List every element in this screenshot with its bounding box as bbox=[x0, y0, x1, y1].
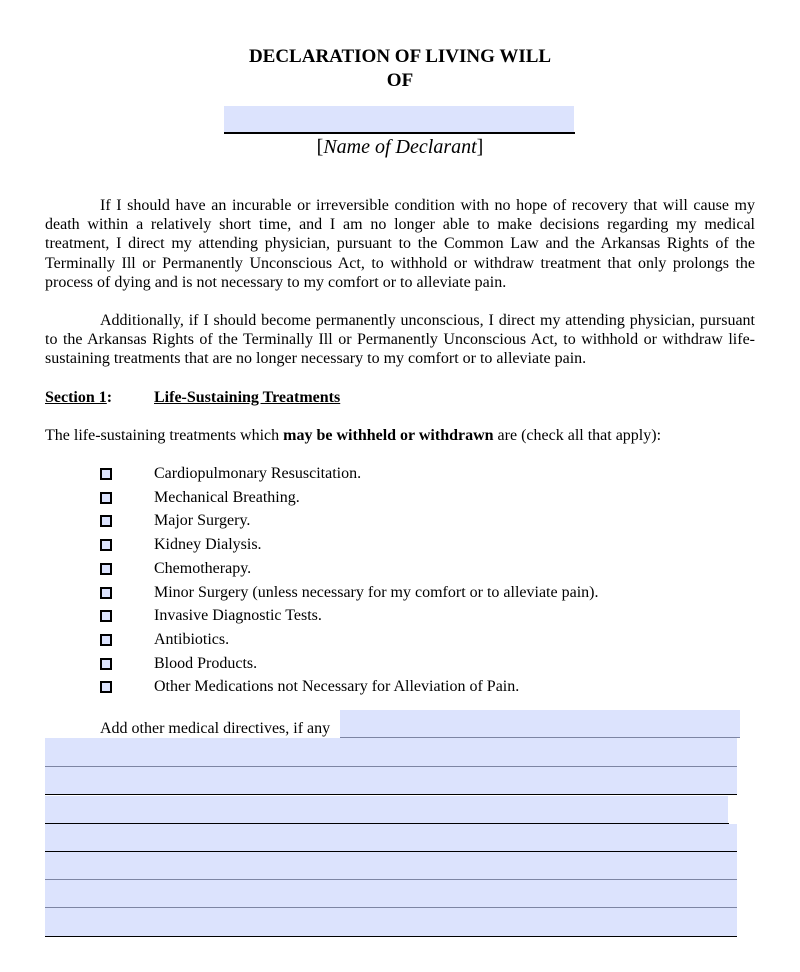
treatment-checkbox[interactable] bbox=[100, 587, 112, 599]
treatment-checkbox[interactable] bbox=[100, 539, 112, 551]
directive-input-line[interactable] bbox=[45, 908, 737, 936]
intro-text-end: are (check all that apply): bbox=[493, 427, 662, 444]
treatment-label: Major Surgery. bbox=[154, 512, 251, 529]
treatment-checkbox[interactable] bbox=[100, 563, 112, 575]
section-1-intro bbox=[45, 426, 661, 446]
treatment-checkbox[interactable] bbox=[100, 634, 112, 646]
intro-text: The life-sustaining treatments which bbox=[45, 427, 284, 444]
section-1-colon: : bbox=[106, 389, 113, 406]
treatment-checkbox[interactable] bbox=[100, 515, 112, 527]
directive-input-line[interactable] bbox=[45, 880, 737, 907]
directive-input-line[interactable] bbox=[45, 767, 737, 794]
directive-input-line[interactable] bbox=[45, 852, 737, 879]
treatment-label: Chemotherapy. bbox=[154, 560, 252, 577]
treatment-label: Cardiopulmonary Resuscitation. bbox=[154, 465, 362, 482]
declarant-name-caption: [Name of Declarant] bbox=[316, 136, 484, 158]
directive-input-line[interactable] bbox=[45, 738, 737, 766]
declarant-name-caption-text: Name of Declarant bbox=[323, 136, 477, 158]
treatment-label: Other Medications not Necessary for Alleviation of Pain. bbox=[154, 678, 520, 695]
treatment-label: Mechanical Breathing. bbox=[154, 489, 300, 506]
paragraph-terminal-condition bbox=[45, 196, 755, 292]
treatment-label: Minor Surgery (unless necessary for my comfort or to alleviate pain). bbox=[154, 584, 599, 601]
intro-bold-text: may be withheld or withdrawn bbox=[283, 427, 494, 444]
declarant-name-input[interactable] bbox=[224, 106, 574, 132]
treatment-checkbox[interactable] bbox=[100, 610, 112, 622]
directive-input-line[interactable] bbox=[45, 796, 728, 823]
directive-input-line[interactable] bbox=[45, 824, 737, 851]
declarant-name-underline bbox=[224, 132, 575, 134]
directive-input-line[interactable] bbox=[340, 710, 740, 737]
section-1-heading bbox=[45, 388, 112, 408]
treatment-label: Antibiotics. bbox=[154, 631, 230, 648]
treatment-label: Invasive Diagnostic Tests. bbox=[154, 607, 322, 624]
section-1-label: Section 1 bbox=[45, 389, 107, 406]
treatment-checkbox[interactable] bbox=[100, 492, 112, 504]
treatment-checkbox[interactable] bbox=[100, 468, 112, 480]
document-title-of: OF bbox=[386, 70, 414, 91]
treatment-checkbox[interactable] bbox=[100, 681, 112, 693]
document-title: DECLARATION OF LIVING WILL bbox=[248, 46, 552, 67]
paragraph-text: Additionally, if I should become permanently unconscious, I direct my attending physician, pursuant to the Arkansas Rights of the Terminally Ill or Permanently Unconscious Act, to withhold or withdraw life-sustaining treatments that are no longer necessary to my comfort or to alleviate pain. bbox=[45, 312, 755, 368]
section-1-title: Life-Sustaining Treatments bbox=[154, 389, 341, 406]
treatment-label: Blood Products. bbox=[154, 655, 258, 672]
paragraph-permanently-unconscious bbox=[45, 311, 755, 369]
treatment-label: Kidney Dialysis. bbox=[154, 536, 262, 553]
paragraph-text: If I should have an incurable or irreversible condition with no hope of recovery that will cause my death within a relatively short time, and I am no longer able to make decisions regarding my medical treatment, I direct my attending physician, pursuant to the Common Law and the Arkansas Rights of the Terminally Ill or Permanently Unconscious Act, to withhold or withdraw treatment that only prolongs the process of dying and is not necessary to my comfort or to alleviate pain. bbox=[45, 197, 755, 291]
treatment-checkbox[interactable] bbox=[100, 658, 112, 670]
directive-underline bbox=[45, 794, 737, 795]
directive-underline bbox=[45, 936, 737, 937]
directives-label: Add other medical directives, if any bbox=[100, 720, 331, 737]
